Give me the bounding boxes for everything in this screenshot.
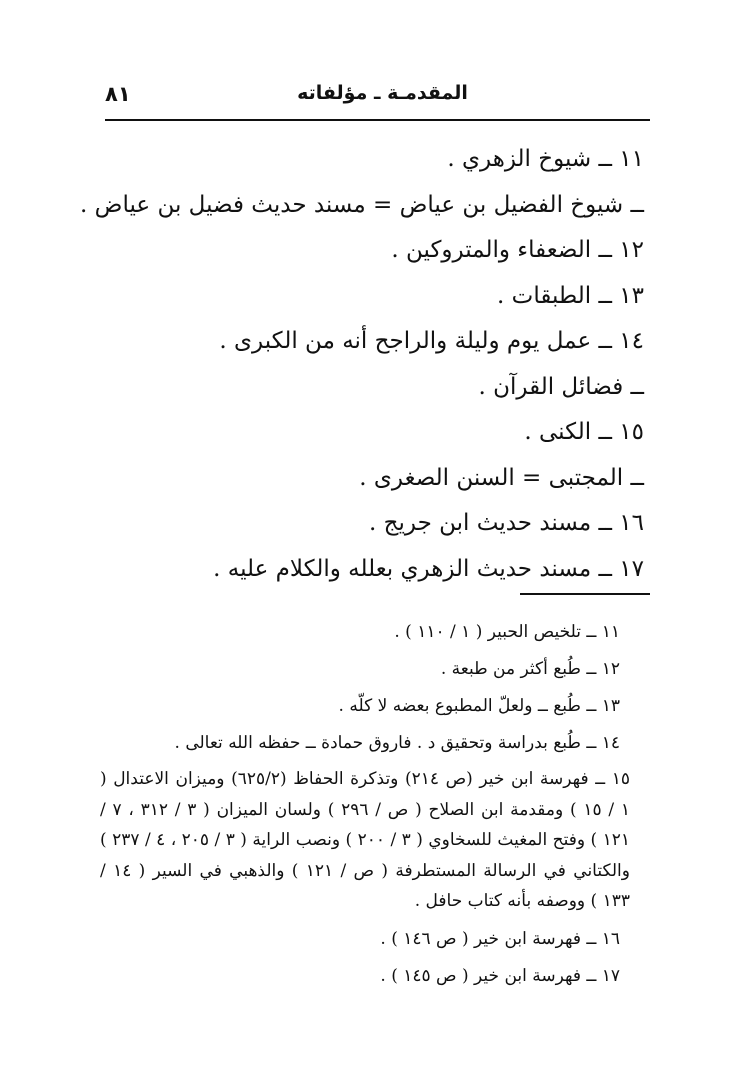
footnote: ١٢ ــ طُبع أكثر من طبعة . xyxy=(440,659,620,679)
work-item: ١٣ ــ الطبقات . xyxy=(497,282,644,309)
footnote-rule xyxy=(520,593,650,595)
page-number: ٨١ xyxy=(105,82,131,106)
footnotes-list xyxy=(100,614,631,995)
footnote: ١٥ ــ فهرسة ابن خير (ص ٢١٤) وتذكرة الحفاظ (٦٢٥/٢) وميزان الاعتدال ( ١ / ١٥ ) ومقدمة ابن الصلاح ( ص / ٢٩٦ ) ولسان الميزان ( ٣ / ٣١٢ ، ٧ / ١٢١ ) وفتح المغيث للسخاوي ( ٣ / ٢٠٠ ) ونصب الراية ( ٣ / ٢٠٥ ، ٤ / ٢٣٧ ) والكتاني في الرسالة المستطرفة ( ص / ١٢١ ) والذهبي في السير ( ١٤ / ١٣٣ ) ووصفه بأنه كتاب حافل . xyxy=(100,769,631,911)
header-rule xyxy=(105,119,650,121)
work-item: ١٦ ــ مسند حديث ابن جريج . xyxy=(369,510,644,536)
work-item: ١٧ ــ مسند حديث الزهري بعلله والكلام عليه . xyxy=(213,555,644,582)
work-item: ــ فضائل القرآن . xyxy=(478,373,644,400)
work-item: ١٢ ــ الضعفاء والمتروكين . xyxy=(391,237,644,263)
work-item: ــ شيوخ الفضيل بن عياض = مسند حديث فضيل بن عياض . xyxy=(80,191,644,218)
footnote: ١٦ ــ فهرسة ابن خير ( ص ١٤٦ ) . xyxy=(380,928,620,949)
running-title: المقدمـة ـ مؤلفاته xyxy=(297,82,468,104)
page-header xyxy=(105,78,650,118)
work-item: ــ المجتبى = السنن الصغرى . xyxy=(359,464,644,491)
work-item: ١١ ــ شيوخ الزهري . xyxy=(447,146,644,172)
work-item: ١٥ ــ الكنى . xyxy=(524,419,644,445)
footnote: ١٤ ــ طُبع بدراسة وتحقيق د . فاروق حمادة ــ حفظه الله تعالى . xyxy=(174,733,620,753)
footnote: ١١ ــ تلخيص الحبير ( ١ / ١١٠ ) . xyxy=(394,622,620,642)
footnote: ١٧ ــ فهرسة ابن خير ( ص ١٤٥ ) . xyxy=(380,965,620,986)
works-list xyxy=(80,137,644,592)
footnote: ١٣ ــ طُبع ــ ولعلّ المطبوع بعضه لا كلّه . xyxy=(338,696,620,716)
work-item: ١٤ ــ عمل يوم وليلة والراجح أنه من الكبرى . xyxy=(219,328,644,354)
